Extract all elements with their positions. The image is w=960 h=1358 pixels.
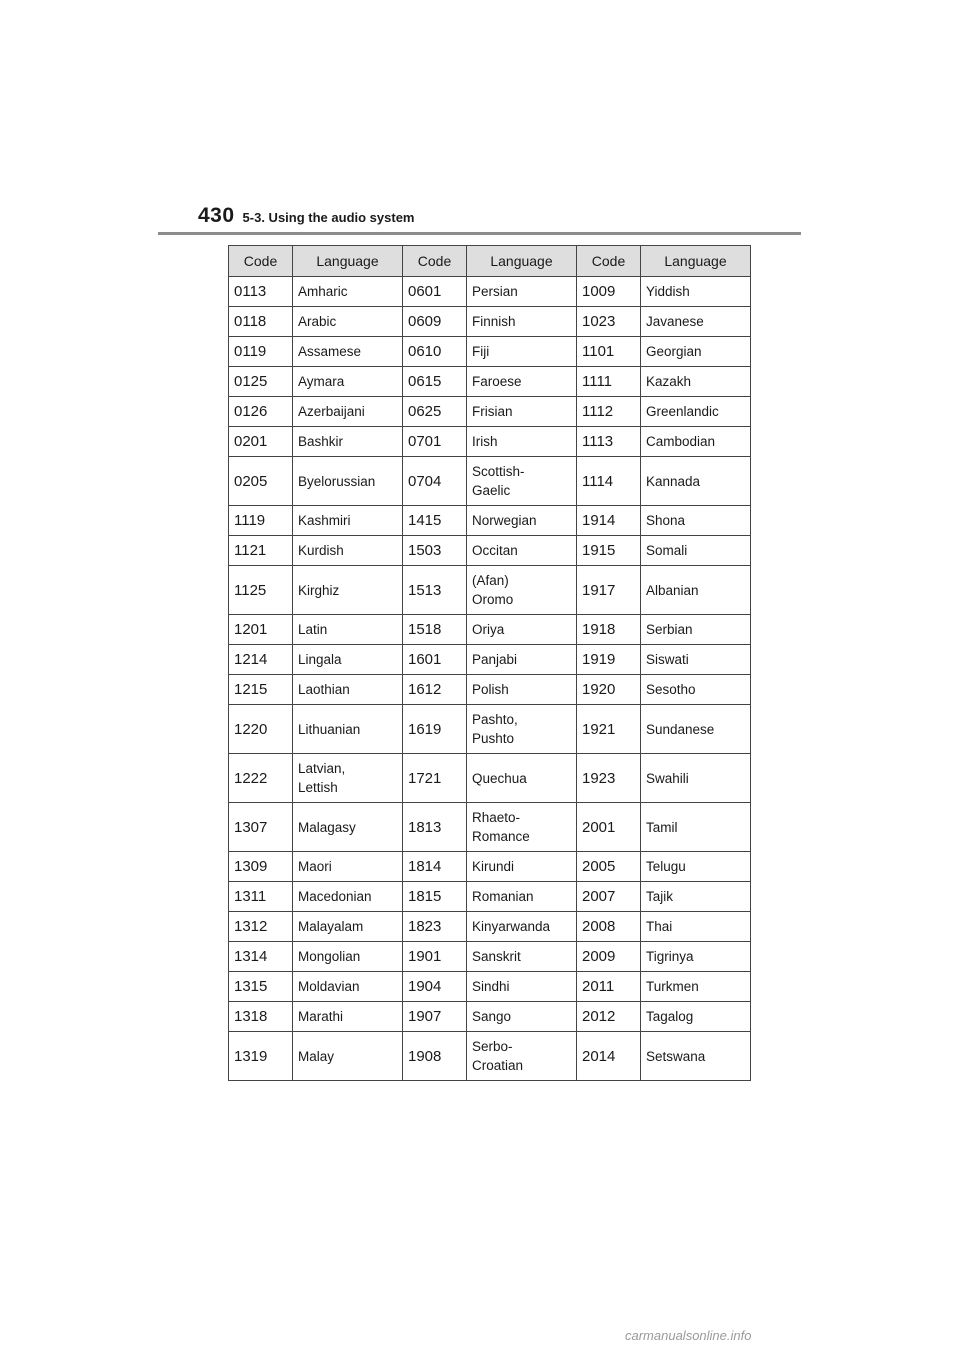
language-code-cell: 1312 (229, 912, 293, 942)
language-code-cell: 1314 (229, 942, 293, 972)
language-name-cell: Lithuanian (293, 705, 403, 754)
column-header: Language (641, 246, 751, 277)
table-row (229, 645, 751, 675)
column-header: Code (403, 246, 467, 277)
language-name-cell: Kirundi (467, 852, 577, 882)
language-name-cell: Maori (293, 852, 403, 882)
language-code-cell: 0601 (403, 277, 467, 307)
column-header: Code (577, 246, 641, 277)
language-name-cell: Rhaeto- Romance (467, 803, 577, 852)
table-row (229, 307, 751, 337)
table-header-row (229, 246, 751, 277)
language-code-cell: 2001 (577, 803, 641, 852)
language-code-cell: 1619 (403, 705, 467, 754)
language-code-cell: 1222 (229, 754, 293, 803)
language-code-cell: 1214 (229, 645, 293, 675)
language-name-cell: Pashto, Pushto (467, 705, 577, 754)
language-code-cell: 1309 (229, 852, 293, 882)
language-name-cell: Assamese (293, 337, 403, 367)
language-name-cell: Georgian (641, 337, 751, 367)
language-name-cell: Finnish (467, 307, 577, 337)
language-name-cell: Panjabi (467, 645, 577, 675)
language-name-cell: Laothian (293, 675, 403, 705)
language-name-cell: Malagasy (293, 803, 403, 852)
language-name-cell: Sundanese (641, 705, 751, 754)
language-code-cell: 1921 (577, 705, 641, 754)
language-name-cell: Javanese (641, 307, 751, 337)
language-name-cell: Kinyarwanda (467, 912, 577, 942)
table-row (229, 397, 751, 427)
language-name-cell: Kirghiz (293, 566, 403, 615)
language-code-cell: 1319 (229, 1032, 293, 1081)
language-name-cell: Romanian (467, 882, 577, 912)
table-row (229, 942, 751, 972)
table-row (229, 566, 751, 615)
language-code-cell: 0126 (229, 397, 293, 427)
language-name-cell: Macedonian (293, 882, 403, 912)
language-code-cell: 1112 (577, 397, 641, 427)
language-code-cell: 1121 (229, 536, 293, 566)
table-row (229, 972, 751, 1002)
watermark: carmanualsonline.info (625, 1328, 752, 1343)
language-code-cell: 1917 (577, 566, 641, 615)
language-code-cell: 0118 (229, 307, 293, 337)
language-name-cell: Oriya (467, 615, 577, 645)
language-name-cell: Azerbaijani (293, 397, 403, 427)
table-row (229, 615, 751, 645)
table-row (229, 367, 751, 397)
language-code-cell: 1125 (229, 566, 293, 615)
table-row (229, 427, 751, 457)
table-body (229, 277, 751, 1081)
language-code-cell: 1009 (577, 277, 641, 307)
language-name-cell: Bashkir (293, 427, 403, 457)
language-code-cell: 1114 (577, 457, 641, 506)
language-name-cell: Serbian (641, 615, 751, 645)
language-name-cell: Arabic (293, 307, 403, 337)
language-code-cell: 1721 (403, 754, 467, 803)
language-name-cell: Sesotho (641, 675, 751, 705)
language-code-cell: 2007 (577, 882, 641, 912)
table-row (229, 506, 751, 536)
language-name-cell: Yiddish (641, 277, 751, 307)
language-code-cell: 0625 (403, 397, 467, 427)
section-title: 5-3. Using the audio system (242, 210, 415, 225)
language-code-cell: 1814 (403, 852, 467, 882)
language-code-cell: 0113 (229, 277, 293, 307)
language-code-cell: 1612 (403, 675, 467, 705)
language-name-cell: Moldavian (293, 972, 403, 1002)
language-name-cell: Tajik (641, 882, 751, 912)
language-name-cell: Greenlandic (641, 397, 751, 427)
language-code-cell: 1318 (229, 1002, 293, 1032)
table-row (229, 912, 751, 942)
language-name-cell: Mongolian (293, 942, 403, 972)
page-header (198, 204, 414, 228)
language-code-cell: 0704 (403, 457, 467, 506)
language-code-cell: 1813 (403, 803, 467, 852)
language-code-cell: 1923 (577, 754, 641, 803)
language-name-cell: Sanskrit (467, 942, 577, 972)
language-name-cell: Serbo- Croatian (467, 1032, 577, 1081)
table-row (229, 803, 751, 852)
language-code-cell: 0609 (403, 307, 467, 337)
language-name-cell: Kurdish (293, 536, 403, 566)
language-name-cell: Persian (467, 277, 577, 307)
language-code-cell: 1111 (577, 367, 641, 397)
language-name-cell: Aymara (293, 367, 403, 397)
column-header: Language (467, 246, 577, 277)
language-code-cell: 1823 (403, 912, 467, 942)
language-code-cell: 0610 (403, 337, 467, 367)
table-row (229, 337, 751, 367)
language-code-cell: 1415 (403, 506, 467, 536)
language-code-cell: 1315 (229, 972, 293, 1002)
language-code-cell: 1908 (403, 1032, 467, 1081)
language-name-cell: Quechua (467, 754, 577, 803)
language-code-cell: 1904 (403, 972, 467, 1002)
language-code-cell: 1503 (403, 536, 467, 566)
language-code-cell: 2009 (577, 942, 641, 972)
language-code-cell: 1113 (577, 427, 641, 457)
language-code-cell: 1119 (229, 506, 293, 536)
language-name-cell: Amharic (293, 277, 403, 307)
language-code-cell: 0125 (229, 367, 293, 397)
language-name-cell: Tigrinya (641, 942, 751, 972)
language-code-cell: 0201 (229, 427, 293, 457)
language-name-cell: Somali (641, 536, 751, 566)
language-code-cell: 1815 (403, 882, 467, 912)
language-code-cell: 1915 (577, 536, 641, 566)
column-header: Code (229, 246, 293, 277)
language-name-cell: Marathi (293, 1002, 403, 1032)
table-row (229, 536, 751, 566)
language-name-cell: Lingala (293, 645, 403, 675)
language-code-cell: 1215 (229, 675, 293, 705)
language-name-cell: Polish (467, 675, 577, 705)
language-name-cell: Sindhi (467, 972, 577, 1002)
table-row (229, 1032, 751, 1081)
language-code-cell: 2012 (577, 1002, 641, 1032)
language-name-cell: Irish (467, 427, 577, 457)
language-code-cell: 1220 (229, 705, 293, 754)
language-name-cell: Malay (293, 1032, 403, 1081)
language-code-cell: 1920 (577, 675, 641, 705)
language-name-cell: Shona (641, 506, 751, 536)
language-name-cell: Byelorussian (293, 457, 403, 506)
language-name-cell: Tamil (641, 803, 751, 852)
language-code-cell: 2008 (577, 912, 641, 942)
language-code-cell: 1918 (577, 615, 641, 645)
language-name-cell: Kannada (641, 457, 751, 506)
language-code-cell: 1901 (403, 942, 467, 972)
table-row (229, 1002, 751, 1032)
table-row (229, 852, 751, 882)
language-name-cell: Latvian, Lettish (293, 754, 403, 803)
language-name-cell: Faroese (467, 367, 577, 397)
language-code-cell: 2011 (577, 972, 641, 1002)
language-name-cell: Malayalam (293, 912, 403, 942)
language-name-cell: Sango (467, 1002, 577, 1032)
table-row (229, 754, 751, 803)
language-name-cell: Kazakh (641, 367, 751, 397)
language-code-cell: 1307 (229, 803, 293, 852)
table-row (229, 705, 751, 754)
language-name-cell: Fiji (467, 337, 577, 367)
language-name-cell: Norwegian (467, 506, 577, 536)
language-code-cell: 1311 (229, 882, 293, 912)
table-row (229, 457, 751, 506)
language-code-cell: 1601 (403, 645, 467, 675)
language-code-cell: 2005 (577, 852, 641, 882)
header-divider (158, 232, 801, 235)
language-name-cell: Scottish- Gaelic (467, 457, 577, 506)
language-name-cell: Latin (293, 615, 403, 645)
language-name-cell: Swahili (641, 754, 751, 803)
language-name-cell: Turkmen (641, 972, 751, 1002)
language-name-cell: Tagalog (641, 1002, 751, 1032)
table-row (229, 675, 751, 705)
language-code-cell: 0701 (403, 427, 467, 457)
table-row (229, 882, 751, 912)
language-name-cell: Frisian (467, 397, 577, 427)
language-code-cell: 1914 (577, 506, 641, 536)
language-name-cell: Occitan (467, 536, 577, 566)
language-name-cell: Setswana (641, 1032, 751, 1081)
language-name-cell: Cambodian (641, 427, 751, 457)
language-code-cell: 1518 (403, 615, 467, 645)
language-name-cell: Thai (641, 912, 751, 942)
language-code-cell: 1201 (229, 615, 293, 645)
language-code-cell: 1919 (577, 645, 641, 675)
language-code-cell: 1513 (403, 566, 467, 615)
column-header: Language (293, 246, 403, 277)
language-code-cell: 2014 (577, 1032, 641, 1081)
language-name-cell: (Afan) Oromo (467, 566, 577, 615)
table-row (229, 277, 751, 307)
language-code-cell: 0615 (403, 367, 467, 397)
language-name-cell: Telugu (641, 852, 751, 882)
language-code-cell: 0205 (229, 457, 293, 506)
language-name-cell: Kashmiri (293, 506, 403, 536)
language-name-cell: Albanian (641, 566, 751, 615)
page-number: 430 (198, 204, 235, 227)
language-code-table (228, 245, 751, 1081)
language-name-cell: Siswati (641, 645, 751, 675)
language-code-cell: 1101 (577, 337, 641, 367)
language-code-cell: 0119 (229, 337, 293, 367)
language-code-cell: 1907 (403, 1002, 467, 1032)
language-code-cell: 1023 (577, 307, 641, 337)
